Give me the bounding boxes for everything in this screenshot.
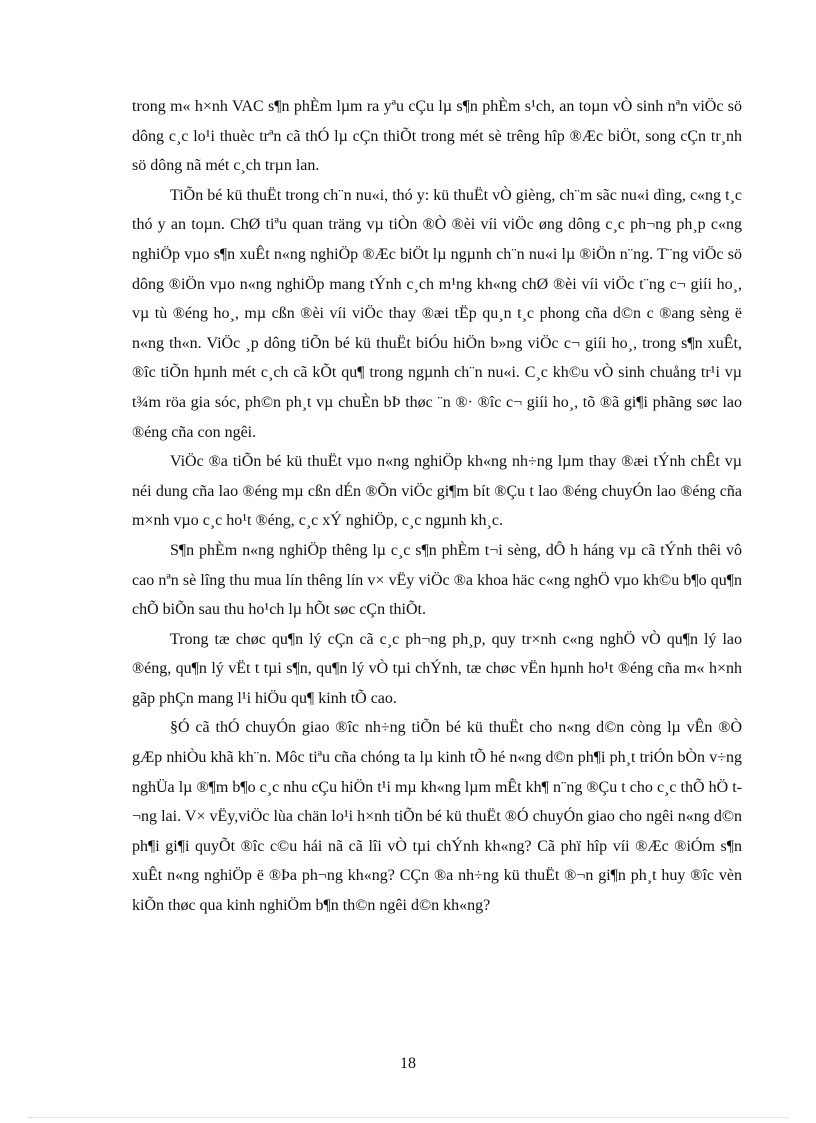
page-number: 18 (400, 1055, 416, 1072)
paragraph-technology-transfer: §Ó cã thÓ chuyÓn giao ®îc nh÷ng tiÕn bé kü thuËt cho n«ng d©n còng lµ vÊn ®Ò gÆp nhiÒu khã kh¨n. Môc tiªu cña chóng ta lµ kinh tÕ hé n«ng d©n ph¶i ph¸t triÓn bÒn v÷ng nghÜa lµ ®¶m b¶o c¸c nhu cÇu hiÖn t¹i mµ kh«ng lµm mÊt kh¶ n¨ng ®Çu t cho c¸c thÕ hÖ t¬ng lai. V× vËy,viÖc lùa chän lo¹i h×nh tiÕn bé kü thuËt ®Ó chuyÓn giao cho ngêi n«ng d©n ph¶i gi¶i quyÕt ®îc c©u hái nã cã lîi vÒ tµi chÝnh kh«ng? Cã phï hîp víi ®Æc ®iÓm s¶n xuÊt n«ng nghiÖp ë ®Þa ph¬ng kh«ng? CÇn ®a nh÷ng kü thuËt ®¬n gi¶n ph¸t huy ®îc vèn kiÕn thøc qua kinh nghiÖm b¶n th©n ngêi d©n kh«ng? (132, 719, 742, 915)
paragraph-management: Trong tæ chøc qu¶n lý cÇn cã c¸c ph¬ng ph¸p, quy tr×nh c«ng nghÖ vÒ qu¶n lý lao ®éng, qu¶n lý vËt t tµi s¶n, qu¶n lý vÒ tµi chÝnh, tæ chøc vËn hµnh ho¹t ®éng cña m« h×nh gãp phÇn mang l¹i hiÖu qu¶ kinh tÕ cao. (132, 630, 742, 707)
paragraph-continuation: trong m« h×nh VAC s¶n phÈm lµm ra yªu cÇu lµ s¶n phÈm s¹ch, an toµn vÒ sinh nªn viÖc sö dông c¸c lo¹i thuèc trªn cã thÓ lµ cÇn thiÕt trong mét sè trêng hîp ®Æc biÖt, song cÇn tr¸nh sö dông nã mét c¸ch trµn lan. (132, 98, 742, 175)
paragraph-livestock-technology: TiÕn bé kü thuËt trong ch¨n nu«i, thó y: kü thuËt vÒ gièng, ch¨m sãc nu«i dìng, c«ng t¸c thó y an toµn. ChØ tiªu quan träng vµ tiÒn ®Ò ®èi víi viÖc øng dông c¸c ph¬ng ph¸p c«ng nghiÖp vµo s¶n xuÊt n«ng nghiÖp ®Æc biÖt lµ ngµnh ch¨n nu«i lµ ®iÖn n¨ng. T¨ng viÖc sö dông ®iÖn vµo n«ng nghiÖp mang tÝnh c¸ch m¹ng kh«ng chØ ®èi víi viÖc t¨ng c¬ giíi ho¸, vµ tù ®éng ho¸, mµ cßn ®èi víi viÖc thay ®æi tËp qu¸n t¸c phong cña d©n c ®ang sèng ë n«ng th«n. ViÖc ¸p dông tiÕn bé kü thuËt biÓu hiÖn b»ng viÖc c¬ giíi ho¸, trong s¶n xuÊt, ®îc tiÕn hµnh mét c¸ch cã kÕt qu¶ trong ngµnh ch¨n nu«i. C¸c kh©u vÒ sinh chuång tr¹i vµ t¾m röa gia sóc, ph©n ph¸t vµ chuÈn bÞ thøc ¨n ®· ®îc c¬ giíi ho¸, tõ ®ã gi¶i phãng søc lao ®éng cña con ngêi. (132, 186, 742, 441)
document-body (132, 92, 742, 921)
paragraph-labor-change: ViÖc ®a tiÕn bé kü thuËt vµo n«ng nghiÖp kh«ng nh÷ng lµm thay ®æi tÝnh chÊt vµ néi dung cña lao ®éng mµ cßn dÉn ®Õn viÖc gi¶m bít ®Çu t lao ®éng chuyÓn lao ®éng cña m×nh vµo c¸c ho¹t ®éng, c¸c xÝ nghiÖp, c¸c ngµnh kh¸c. (132, 453, 742, 530)
page-bottom-divider (28, 1117, 788, 1118)
paragraph-post-harvest: S¶n phÈm n«ng nghiÖp thêng lµ c¸c s¶n phÈm t¬i sèng, dÔ h háng vµ cã tÝnh thêi vô cao nªn sè lîng thu mua lín thêng lín v× vËy viÖc ®a khoa häc c«ng nghÖ vµo kh©u b¶o qu¶n chÕ biÕn sau thu ho¹ch lµ hÕt søc cÇn thiÕt. (132, 541, 742, 619)
